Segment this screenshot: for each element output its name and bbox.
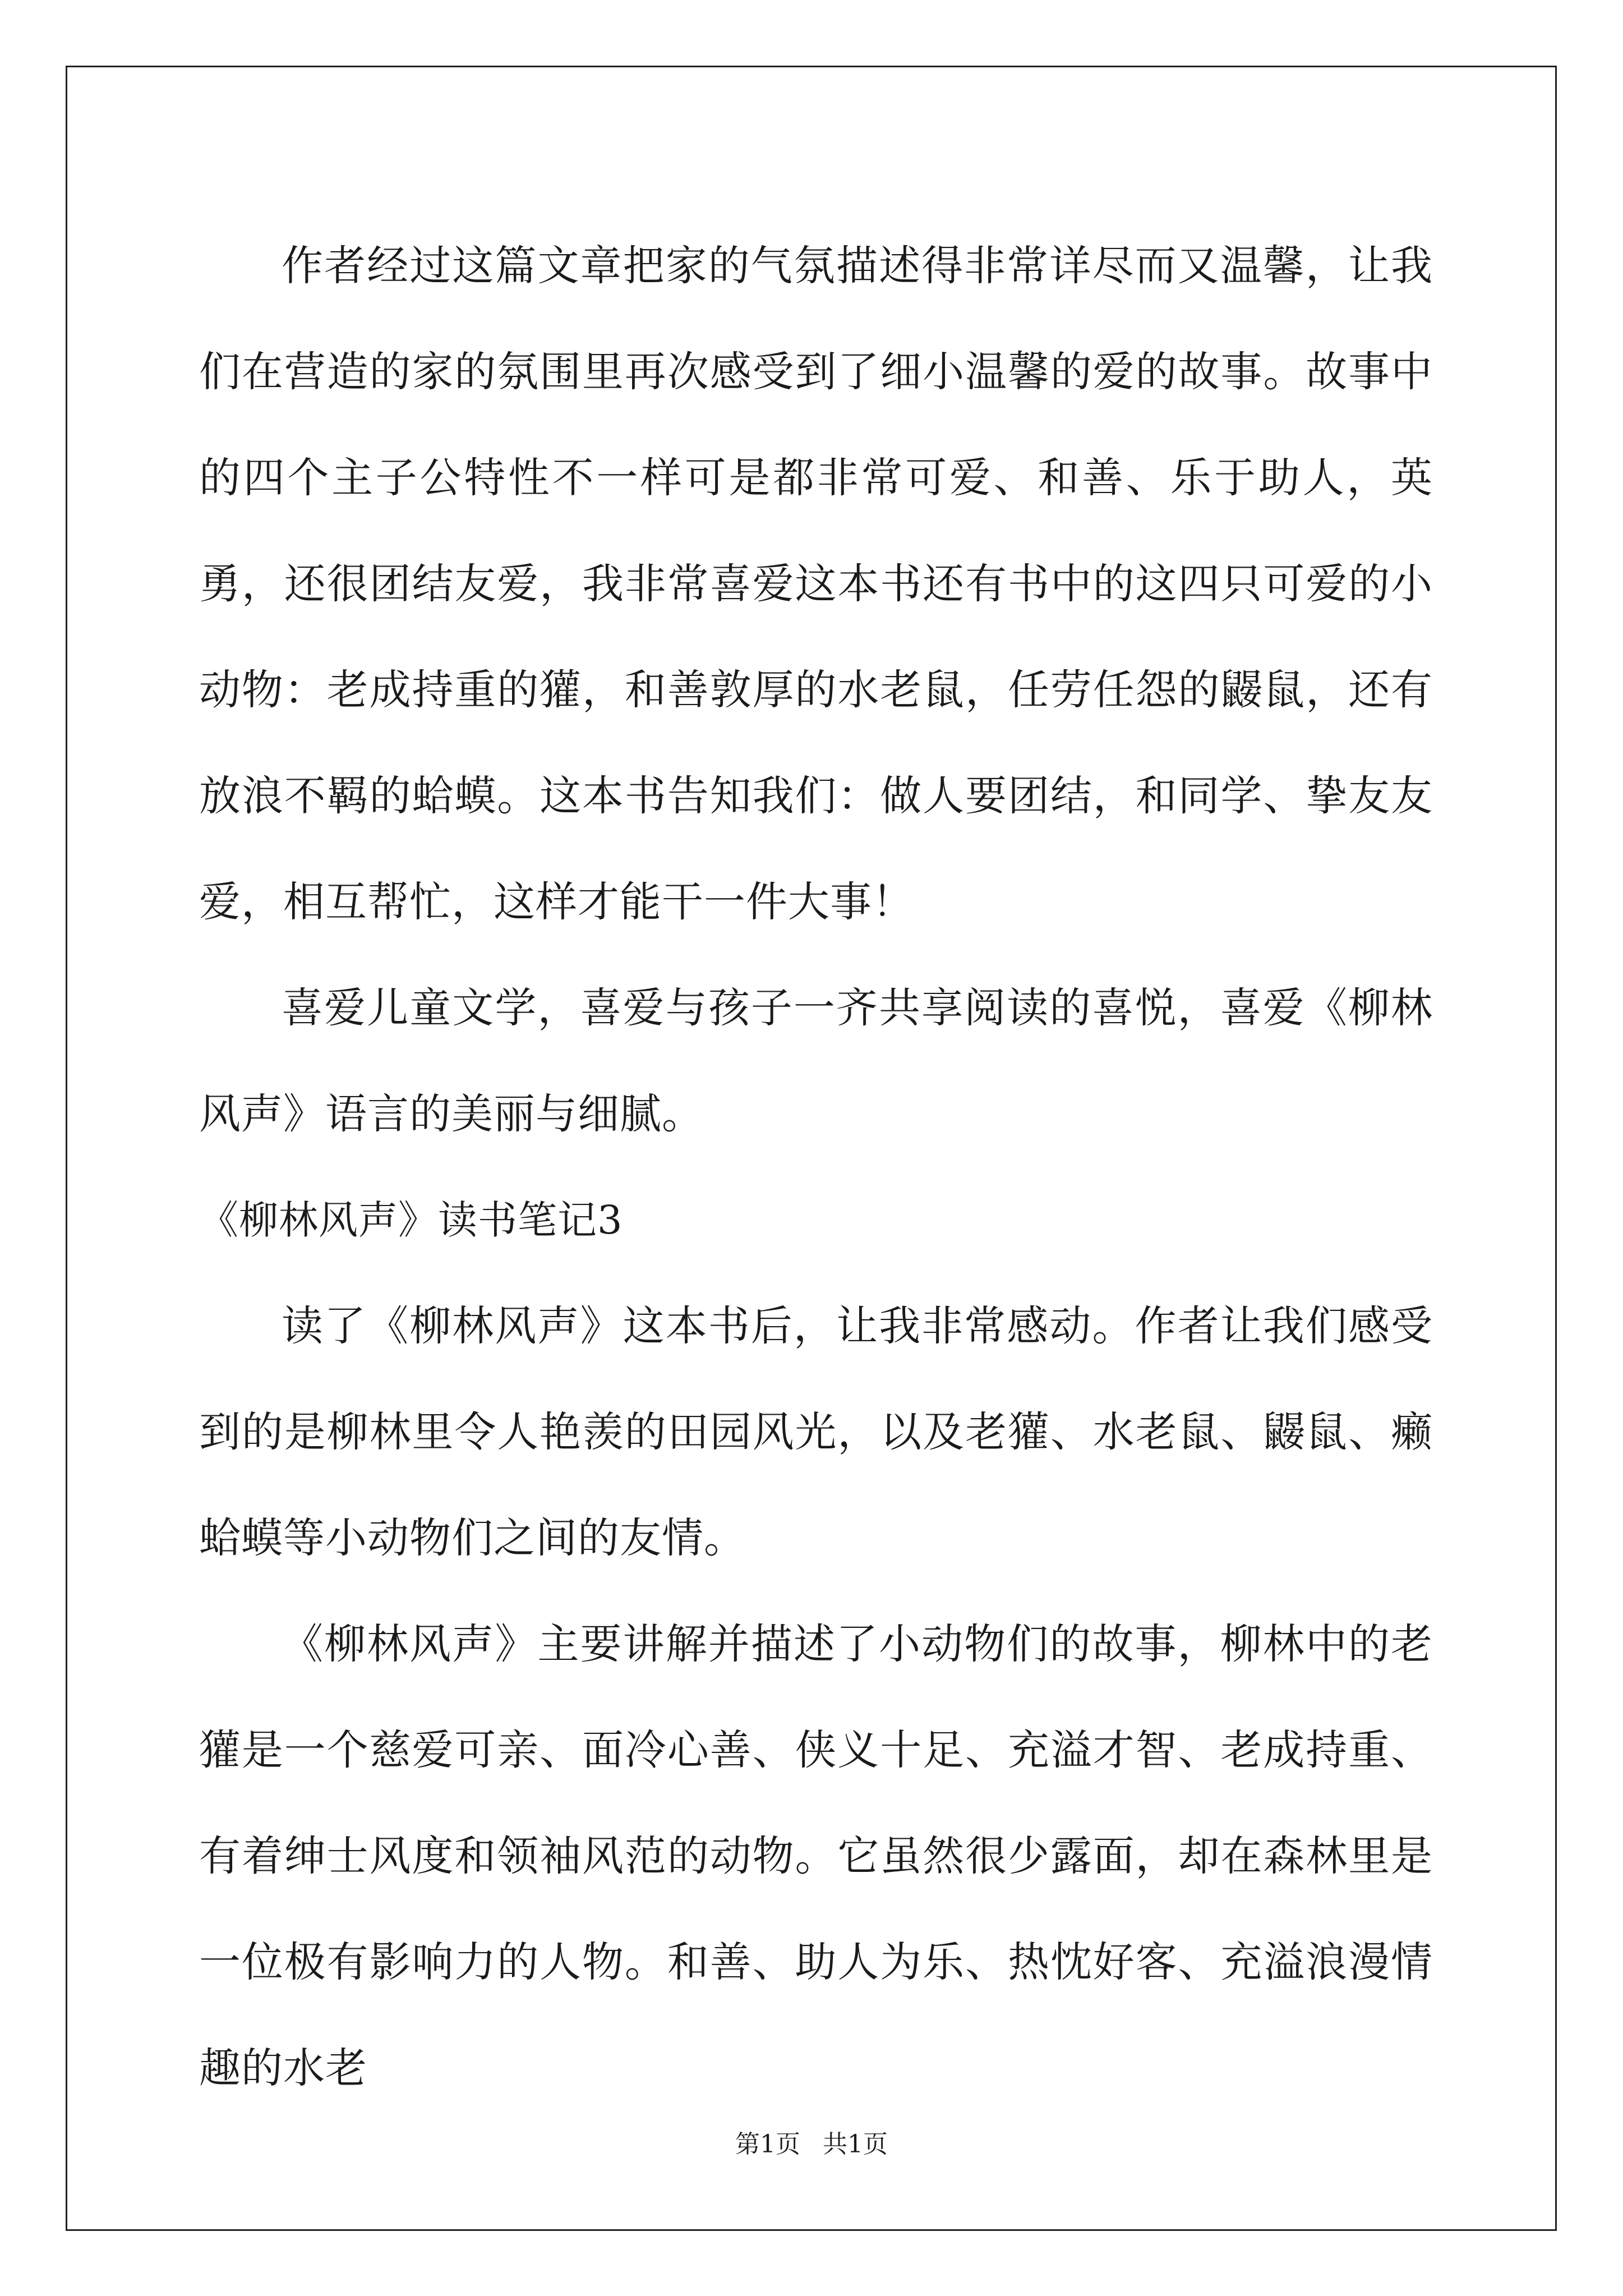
paragraph-4: 《柳林风声》主要讲解并描述了小动物们的故事，柳林中的老獾是一个慈爱可亲、面冷心善、侠义十足、充溢才智、老成持重、有着绅士风度和领袖风范的动物。它虽然很少露面，却在森林里是一位极有影响力的人物。和善、助人为乐、热忱好客、充溢浪漫情趣的水老 xyxy=(199,1620,1433,2092)
document-body xyxy=(199,213,1433,2122)
page-footer xyxy=(0,2128,1623,2161)
paragraph-1: 作者经过这篇文章把家的气氛描述得非常详尽而又温馨，让我们在营造的家的氛围里再次感受到了细小温馨的爱的故事。故事中的四个主子公特性不一样可是都非常可爱、和善、乐于助人，英勇，还很团结友爱，我非常喜爱这本书还有书中的这四只可爱的小动物：老成持重的獾，和善敦厚的水老鼠，任劳任怨的鼹鼠，还有放浪不羁的蛤蟆。这本书告知我们：做人要团结，和同学、挚友友爱，相互帮忙，这样才能干一件大事！ xyxy=(199,242,1433,926)
page-number-current: 第1页 xyxy=(735,2130,800,2159)
page-number-total: 共1页 xyxy=(823,2130,888,2159)
section-heading: 《柳林风声》读书笔记3 xyxy=(199,1197,623,1243)
paragraph-3: 读了《柳林风声》这本书后，让我非常感动。作者让我们感受到的是柳林里令人艳羡的田园风光，以及老獾、水老鼠、鼹鼠、癞蛤蟆等小动物们之间的友情。 xyxy=(199,1302,1433,1562)
paragraph-2: 喜爱儿童文学，喜爱与孩子一齐共享阅读的喜悦，喜爱《柳林风声》语言的美丽与细腻。 xyxy=(199,984,1433,1138)
